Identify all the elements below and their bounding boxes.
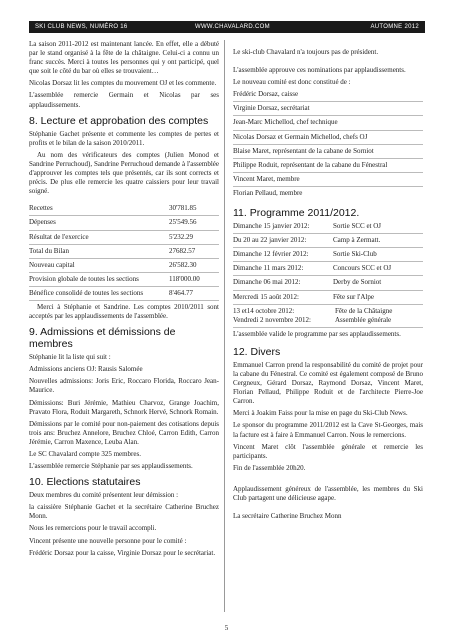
accounts-label: Dépenses [29,218,56,227]
accounts-row [29,218,219,227]
row-rule [233,172,423,173]
program-date: Mercredi 15 août 2012: [233,292,299,301]
accounts-label: Nouveau capital [29,260,75,269]
accounts-value: 26'582.30 [169,260,197,269]
row-rule [233,275,423,276]
committee-item: Virginie Dorsaz, secrétariat [233,104,310,113]
paragraph: Vincent Maret clôt l'assemblée générale et remercie les participants. [233,442,423,460]
paragraph: Vincent présente une nouvelle personne pour le comité : [29,536,187,545]
paragraph: L'assemblée approuve ces nominations par applaudissements. [233,66,406,75]
paragraph: Démissions par le comité pour non-paiement des cotisations depuis trois ans: Bruchez Annelore, Bruchez Chloé, Carron Edith, Carron Jérémie, Carron Maxence, Leuba Alan. [29,419,219,446]
row-rule [29,244,219,245]
signature-line: La secrétaire Catherine Bruchez Monn [233,512,342,521]
row-rule [29,300,219,301]
program-row [233,264,423,273]
paragraph: L'assemblée remercie Stéphanie par ses applaudissements. [29,462,193,471]
header-issue-date: AUTOMNE 2012 [370,24,419,30]
program-event: Camp à Zermatt. [333,236,381,245]
row-rule [233,101,423,102]
paragraph: Démissions: Buri Jérémie, Mathieu Charvoz, Grange Joachim, Pravato Flora, Roduit Margareth, Schnork Hervé, Schnork Romain. [29,398,219,416]
paragraph: Le SC Chavalard compte 325 membres. [29,450,141,458]
paragraph: Emmanuel Carron prend la responsabilité du comité de projet pour la cabane du Fénestral. Ce comité est également composé de Bruno Cergneux, Gérard Dorsaz, Raymond Dorsaz, Vincent Maret, Florian Pellaud, Philippe Roduit et de l'architecte Pierre-Joe Carron. [233,360,423,406]
paragraph: Frédéric Dorsaz pour la caisse, Virginie Dorsaz pour le secrétariat. [29,548,216,557]
program-event: Derby de Sorniot [333,278,382,287]
committee-item: Jean-Marc Michellod, chef technique [233,118,338,127]
program-date: Dimanche 12 février 2012: [233,250,309,259]
accounts-value: 5'232.29 [169,232,194,241]
committee-item: Blaise Maret, représentant de la cabane de Sorniot [233,146,374,155]
accounts-value: 8'464.77 [169,288,194,297]
paragraph: Le nouveau comité est donc constitué de : [233,78,351,87]
paragraph: Stéphanie lit la liste qui suit : [29,353,111,362]
row-rule [233,247,423,248]
accounts-row [29,275,219,284]
page-header [29,21,425,33]
row-rule [29,286,219,287]
paragraph: Admissions anciens OJ: Rausis Salomée [29,365,143,374]
accounts-label: Recettes [29,204,53,213]
section-heading-11: 11. Programme 2011/2012. [233,207,360,220]
accounts-label: Résultat de l'exercice [29,232,89,241]
program-table [233,222,423,328]
paragraph: Nouvelles admissions: Joris Eric, Roccaro Florida, Roccaro Jean-Maurice. [29,377,219,395]
header-website: WWW.CHAVALARD.COM [195,24,270,30]
program-date: 13 et14 octobre 2012: Vendredi 2 novembre 2012: [233,306,311,324]
accounts-value: 27682.57 [169,246,196,255]
row-rule [29,272,219,273]
committee-list [233,90,423,198]
paragraph: Nous les remercions pour le travail accompli. [29,524,157,533]
row-rule [233,158,423,159]
program-row [233,278,423,287]
row-rule [233,304,423,305]
row-rule [29,215,219,216]
row-rule [233,130,423,131]
paragraph: Merci à Joakim Faiss pour la mise en page du Ski-Club News. [233,409,408,418]
program-date: Dimanche 11 mars 2012: [233,264,304,273]
accounts-label: Bénéfice consolidé de toutes les sections [29,288,144,297]
paragraph: La saison 2011-2012 est maintenant lancée. En effet, elle a débuté par le stand organisé à la fête de la châtaigne. Celui-ci a connu un franc succès. Merci à toutes les personnes qui y ont participé, quel que soit le côté du bar où elles se trouvaient… [29,40,219,76]
paragraph: L'assemblée remercie Germain et Nicolas par ses applaudissements. [29,91,219,109]
section-heading-8: 8. Lecture et approbation des comptes [29,114,209,127]
committee-item: Nicolas Dorsaz et Germain Michellod, chefs OJ [233,132,368,141]
program-date: Dimanche 06 mai 2012: [233,278,301,287]
paragraph: la caissière Stéphanie Gachet et la secrétaire Catherine Bruchez Monn. [29,503,219,521]
header-newsletter-title: SKI CLUB NEWS, NUMÉRO 16 [35,24,128,30]
accounts-table [29,204,219,301]
row-rule [233,290,423,291]
accounts-label: Total du Bilan [29,246,69,255]
accounts-value: 118'000.00 [169,274,200,283]
paragraph: Nicolas Dorsaz lit les comptes du mouvement OJ et les commente. [29,79,217,88]
section-heading-9: 9. Admissions et démissions de membres [29,326,176,351]
accounts-value: 30'781.85 [169,204,197,213]
row-rule [233,144,423,145]
row-rule [29,258,219,259]
right-column [233,48,423,524]
program-event: Fête de la Châtaigne Assemblée générale [335,306,393,324]
paragraph: Merci à Stéphanie et Sandrine. Les comptes 2010/2011 sont acceptés par les applaudissements de l'assemblée. [29,302,219,321]
row-rule [29,230,219,231]
row-rule [233,115,423,116]
paragraph: Stéphanie Gachet présente et commente les comptes de pertes et profits et le bilan de la saison 2010/2011. [29,129,219,147]
paragraph: Au nom des vérificateurs des comptes (Julien Monod et Sandrine Perruchoud), Sandrine Perruchoud demande à l'assemblée d'approuver les comptes tels que présentés, car ils sont corrects et précis. De plus elle remercie les quatre caissiers pour leur travail soigné. [29,150,219,196]
accounts-value: 25'549.56 [169,218,197,227]
program-row [233,307,423,325]
paragraph: Le ski-club Chavalard n'a toujours pas de président. [233,48,379,56]
program-date: Du 20 au 22 janvier 2012: [233,236,307,245]
row-rule [233,327,423,328]
program-date: Dimanche 15 janvier 2012: [233,222,310,231]
committee-item: Frédéric Dorsaz, caisse [233,90,299,99]
section-heading-12: 12. Divers [233,345,281,358]
committee-item: Vincent Maret, membre [233,174,300,183]
row-rule [233,261,423,262]
paragraph: Fin de l'assemblée 20h20. [233,463,306,472]
accounts-row [29,261,219,270]
row-rule [233,186,423,187]
program-row [233,236,423,245]
accounts-row [29,289,219,298]
column-divider [224,40,225,612]
accounts-label: Provision globale de toutes les sections [29,274,139,283]
left-column [29,40,219,561]
paragraph: Deux membres du comité présentent leur démission : [29,491,179,500]
program-event: Sortie Ski-Club [333,250,377,259]
accounts-row [29,247,219,256]
program-event: Sortie SCC et OJ [333,222,382,231]
program-row [233,222,423,231]
program-row [233,250,423,259]
section-heading-10: 10. Elections statutaires [29,476,141,489]
accounts-row [29,204,219,213]
accounts-row [29,233,219,242]
page-number: 5 [224,624,229,632]
committee-item: Philippe Roduit, représentant de la cabane du Fénestral [233,160,388,169]
paragraph: Applaudissement généreux de l'assemblée, les membres du Ski Club partagent une délicieuse agape. [233,484,423,502]
paragraph: L'assemblée valide le programme par ses applaudissements. [233,329,401,338]
paragraph: Le sponsor du programme 2011/2012 est la Cave St-Georges, mais la facture est à faire à Emmanuel Carron. Nous le remercions. [233,421,423,439]
program-event: Fête sur l'Alpe [333,292,374,301]
committee-item: Florian Pellaud, membre [233,188,303,197]
program-row [233,293,423,302]
program-event: Concours SCC et OJ [333,264,392,273]
row-rule [233,233,423,234]
